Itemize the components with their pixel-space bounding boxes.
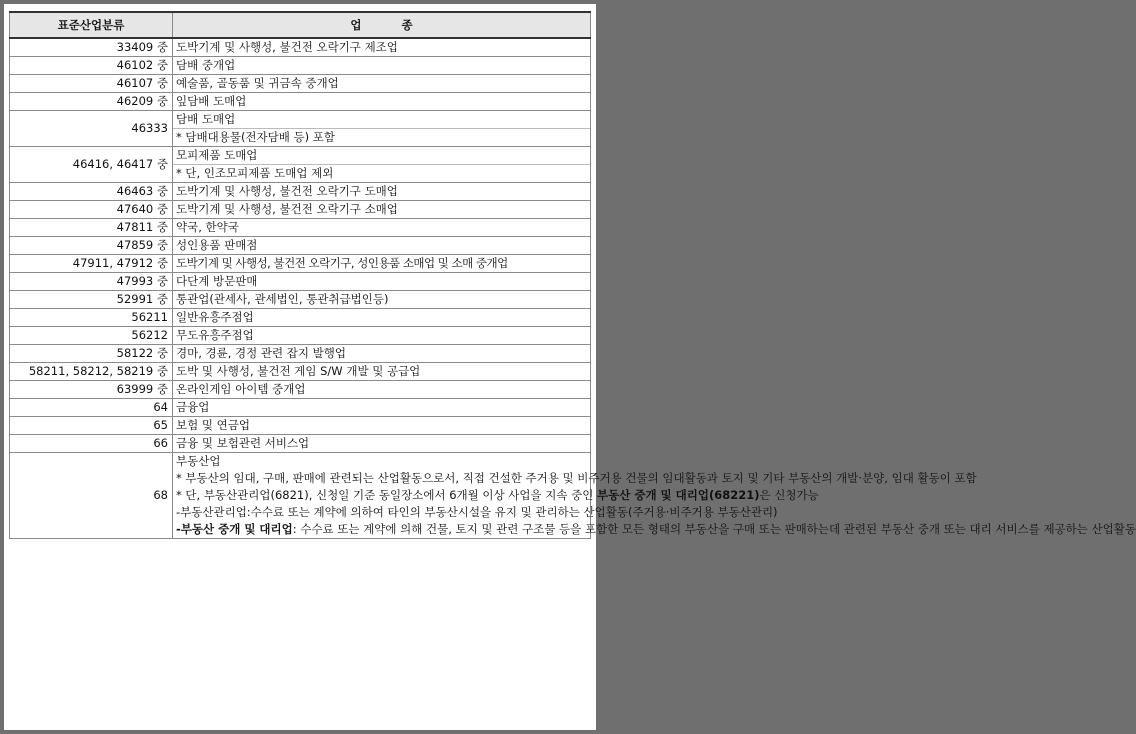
desc-column-header: 업 종 bbox=[173, 12, 591, 38]
table-row bbox=[10, 219, 591, 237]
row-desc: 보험 및 연금업 bbox=[173, 417, 591, 435]
row-code: 46209 중 bbox=[10, 93, 173, 111]
row-desc: 무도유흥주점업 bbox=[173, 327, 591, 345]
row-desc: 도박기계 및 사행성, 불건전 오락기구 소매업 bbox=[173, 201, 591, 219]
table-row bbox=[10, 381, 591, 399]
document-page bbox=[4, 4, 1136, 730]
row-desc bbox=[173, 147, 591, 183]
industry-table bbox=[9, 11, 1136, 539]
table-row bbox=[10, 291, 591, 309]
row-code: 47993 중 bbox=[10, 273, 173, 291]
table-row bbox=[10, 75, 591, 93]
table-row bbox=[10, 57, 591, 75]
table-row bbox=[10, 93, 591, 111]
dash-2-text: : 수수료 또는 계약에 의해 건물, 토지 및 관련 구조물 등을 포함한 모든 형태의 부동산을 구매 또는 판매하는데 관련된 부동산 중개 또는 대리 서비스를 제공하는 산업활동 bbox=[292, 522, 1136, 536]
row-code: 46107 중 bbox=[10, 75, 173, 93]
row-code: 46416, 46417 중 bbox=[10, 147, 173, 183]
table-row bbox=[10, 309, 591, 327]
row-code: 33409 중 bbox=[10, 38, 173, 57]
row-code: 46333 bbox=[10, 111, 173, 147]
real-estate-dash-2 bbox=[176, 521, 1136, 538]
row-desc: 담배 중개업 bbox=[173, 57, 591, 75]
table-row bbox=[10, 255, 591, 273]
row-desc: 예술품, 골동품 및 귀금속 중개업 bbox=[173, 75, 591, 93]
real-estate-desc bbox=[173, 453, 1136, 539]
row-code: 56211 bbox=[10, 309, 173, 327]
code-column-header: 표준산업분류 bbox=[10, 12, 173, 38]
row-desc-note: * 단, 인조모피제품 도매업 제외 bbox=[176, 166, 334, 180]
real-estate-dash-1: -부동산관리업:수수료 또는 계약에 의하여 타인의 부동산시설을 유지 및 관리하는 산업활동(주거용·비주거용 부동산관리) bbox=[176, 505, 778, 519]
dash-2-bold: -부동산 중개 및 대리업 bbox=[176, 522, 293, 536]
row-desc: 온라인게임 아이템 중개업 bbox=[173, 381, 591, 399]
row-desc: 금융업 bbox=[173, 399, 591, 417]
table-body bbox=[10, 38, 1136, 539]
row-desc: 도박 및 사행성, 불건전 게임 S/W 개발 및 공급업 bbox=[173, 363, 591, 381]
table-row bbox=[10, 273, 591, 291]
row-code: 47911, 47912 중 bbox=[10, 255, 173, 273]
table-row bbox=[10, 111, 591, 147]
table-row bbox=[10, 399, 591, 417]
real-estate-row bbox=[10, 453, 591, 539]
table-row bbox=[10, 327, 591, 345]
row-code: 46102 중 bbox=[10, 57, 173, 75]
row-code: 47859 중 bbox=[10, 237, 173, 255]
row-code: 64 bbox=[10, 399, 173, 417]
real-estate-bullet-1: * 부동산의 임대, 구매, 판매에 관련되는 산업활동으로서, 직접 건설한 주거용 및 비주거용 건물의 임대활동과 토지 및 기타 부동산의 개발·분양, 임대 활동이 포함 bbox=[176, 471, 977, 485]
row-desc: 경마, 경륜, 경정 관련 잡지 발행업 bbox=[173, 345, 591, 363]
row-code: 58211, 58212, 58219 중 bbox=[10, 363, 173, 381]
row-code: 58122 중 bbox=[10, 345, 173, 363]
table-row bbox=[10, 435, 591, 453]
table-row bbox=[10, 363, 591, 381]
row-desc: 도박기계 및 사행성, 불건전 오락기구, 성인용품 소매업 및 소매 중개업 bbox=[173, 255, 591, 273]
row-desc: 통관업(관세사, 관세법인, 통관취급법인등) bbox=[173, 291, 591, 309]
table-row bbox=[10, 345, 591, 363]
row-desc-main: 담배 도매업 bbox=[173, 111, 590, 129]
real-estate-code: 68 bbox=[10, 453, 173, 539]
row-desc: 일반유흥주점업 bbox=[173, 309, 591, 327]
row-code: 46463 중 bbox=[10, 183, 173, 201]
row-code: 66 bbox=[10, 435, 173, 453]
table-row bbox=[10, 38, 591, 57]
row-code: 65 bbox=[10, 417, 173, 435]
row-desc bbox=[173, 111, 591, 147]
row-desc: 도박기계 및 사행성, 불건전 오락기구 도매업 bbox=[173, 183, 591, 201]
row-desc-main: 모피제품 도매업 bbox=[173, 147, 590, 165]
bullet-2-text: * 단, 부동산관리업(6821), 신청일 기준 동일장소에서 6개월 이상 사업을 지속 중인 bbox=[176, 488, 597, 502]
row-desc: 성인용품 판매점 bbox=[173, 237, 591, 255]
real-estate-title: 부동산업 bbox=[176, 454, 221, 468]
row-desc: 도박기계 및 사행성, 불건전 오락기구 제조업 bbox=[173, 38, 591, 57]
row-desc: 금융 및 보험관련 서비스업 bbox=[173, 435, 591, 453]
table-row bbox=[10, 417, 591, 435]
table-row bbox=[10, 183, 591, 201]
table-row bbox=[10, 201, 591, 219]
row-code: 52991 중 bbox=[10, 291, 173, 309]
row-code: 56212 bbox=[10, 327, 173, 345]
row-desc: 다단계 방문판매 bbox=[173, 273, 591, 291]
row-desc-note: * 담배대용물(전자담배 등) 포함 bbox=[176, 130, 335, 144]
table-row bbox=[10, 237, 591, 255]
table-header-row bbox=[10, 12, 591, 38]
row-code: 47640 중 bbox=[10, 201, 173, 219]
row-code: 47811 중 bbox=[10, 219, 173, 237]
real-estate-bullet-2 bbox=[176, 487, 819, 504]
row-desc: 약국, 한약국 bbox=[173, 219, 591, 237]
bullet-2-tail: 은 신청가능 bbox=[759, 488, 819, 502]
row-code: 63999 중 bbox=[10, 381, 173, 399]
bullet-2-bold: 부동산 중개 및 대리업(68221) bbox=[597, 488, 760, 502]
table-row bbox=[10, 147, 591, 183]
row-desc: 잎담배 도매업 bbox=[173, 93, 591, 111]
